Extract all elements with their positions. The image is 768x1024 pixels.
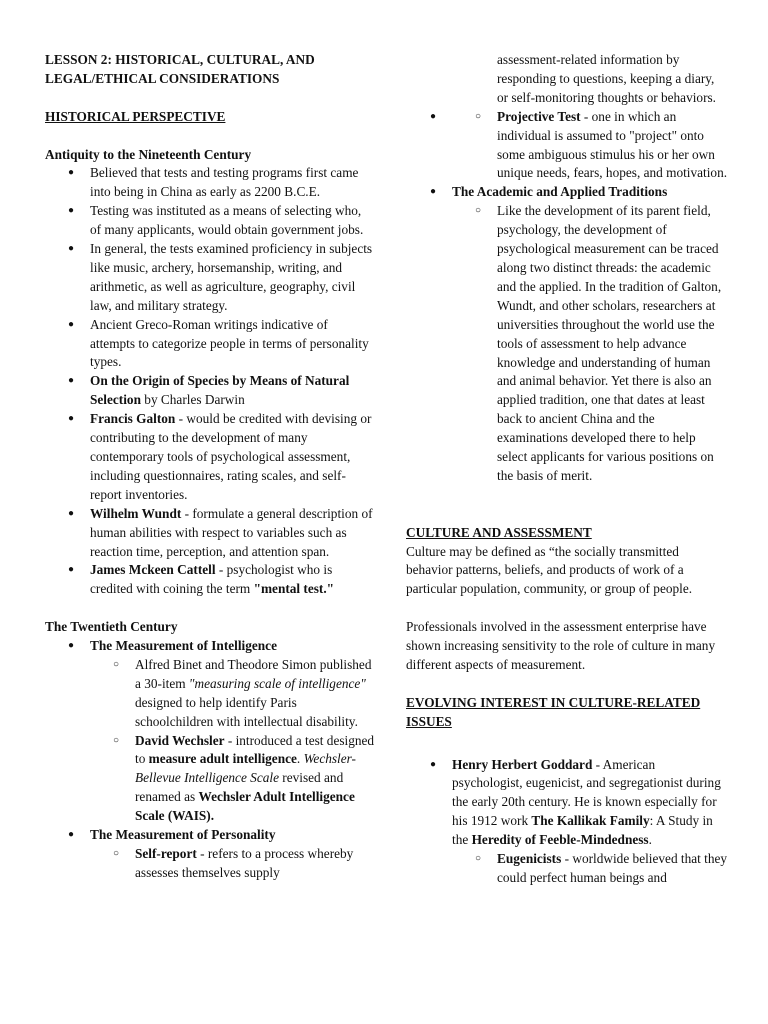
list-item: [45, 372, 375, 410]
personality-sublist-cont: [452, 108, 728, 184]
goddard-sublist: [452, 850, 728, 888]
item-text: - psychologist who is credited with coining the term: [90, 562, 333, 597]
item-bold: Wechsler Adult Intelligence Scale (WAIS).: [135, 789, 355, 824]
item-bold: Francis Galton: [90, 411, 176, 427]
list-item: [45, 561, 375, 599]
personality-heading: The Measurement of Personality: [90, 827, 276, 843]
item-bold: Projective Test: [497, 108, 581, 124]
list-item: [45, 505, 375, 562]
item-text: .: [296, 751, 304, 767]
list-item: [45, 316, 375, 373]
twentieth-list: [45, 637, 375, 883]
sublist-item: [90, 845, 375, 883]
culture-paragraph-2: Professionals involved in the assessment enterprise have shown increasing sensitivity to the role of culture in many different aspects of measurement.: [406, 619, 716, 672]
self-report-continued: assessment-related information by responding to questions, keeping a diary, or self-monitoring thoughts or behaviors.: [497, 52, 716, 105]
item-text: - worldwide believed that they could perfect human beings and: [497, 851, 728, 885]
item-text: - refers to a process whereby assesses themselves supply: [135, 846, 354, 880]
spacer: [45, 89, 375, 108]
right-column: [406, 51, 728, 888]
academic-sublist: [452, 202, 728, 486]
item-italic: "measuring scale of intelligence": [188, 675, 366, 691]
item-text: .: [648, 832, 652, 848]
list-item-wrapper: [406, 108, 728, 184]
item-text: - introduced a test designed to: [135, 732, 375, 767]
item-bold: On the Origin of Species by Means of Natural Selection: [90, 373, 350, 408]
sublist-item: [452, 202, 728, 486]
item-text: Alfred Binet and Theodore Simon published a 30-item: [135, 656, 372, 691]
item-text: : A Study in the: [452, 813, 713, 848]
item-text: - one in which an individual is assumed to "project" onto some ambiguous stimulus his or her own unique needs, fears, hopes, and motivation.: [497, 108, 728, 181]
evolving-list: [406, 756, 728, 888]
twentieth-century-heading: The Twentieth Century: [45, 619, 178, 635]
item-bold: James Mckeen Cattell: [90, 562, 216, 578]
item-text: designed to help identify Paris schoolchildren with intellectual disability.: [135, 694, 358, 729]
list-item: [45, 240, 375, 316]
list-item: [45, 826, 375, 883]
list-item: [45, 164, 375, 202]
culture-paragraph-1: Culture may be defined as “the socially transmitted behavior patterns, beliefs, and products of work of a particular population, community, or group of people.: [406, 543, 693, 597]
right-list: [406, 108, 728, 486]
item-text: Testing was instituted as a means of selecting who, of many applicants, would obtain government jobs.: [90, 203, 364, 238]
antiquity-list: [45, 164, 375, 599]
historical-perspective-heading: HISTORICAL PERSPECTIVE: [45, 108, 226, 124]
item-text: In general, the tests examined proficiency in subjects like music, archery, horsemanship, writing, and arithmetic, as well as agriculture, geography, civil law, and military strategy.: [90, 241, 373, 313]
sublist-item: [90, 732, 375, 827]
spacer: [406, 599, 728, 618]
item-bold: Heredity of Feeble-Mindedness: [471, 832, 649, 848]
sublist-item: [452, 850, 728, 888]
lesson-title: LESSON 2: HISTORICAL, CULTURAL, AND LEGAL/ETHICAL CONSIDERATIONS: [45, 52, 315, 86]
spacer: [45, 127, 375, 146]
list-item: [45, 410, 375, 505]
left-column: [45, 51, 375, 883]
item-text: - would be credited with devising or contributing to the development of many contemporary tools of psychological assessment, including questionnaires, rating scales, and self-report inventories.: [90, 411, 372, 502]
personality-sublist: [90, 845, 375, 883]
item-text: - formulate a general description of human abilities with respect to variables such as reaction time, perception, and attention span.: [90, 505, 373, 559]
sublist-item: [452, 108, 728, 184]
item-text: by Charles Darwin: [140, 392, 245, 408]
item-bold: David Wechsler: [135, 732, 225, 748]
item-bold: Self-report: [135, 846, 197, 862]
intelligence-heading: The Measurement of Intelligence: [90, 638, 277, 654]
intelligence-sublist: [90, 656, 375, 826]
culture-heading: CULTURE AND ASSESSMENT: [406, 524, 592, 540]
item-bold: The Kallikak Family: [531, 813, 650, 829]
item-bold: Henry Herbert Goddard: [452, 756, 593, 772]
list-item: [45, 202, 375, 240]
spacer: [406, 505, 728, 524]
spacer: [406, 486, 728, 505]
spacer: [406, 732, 728, 756]
evolving-heading: EVOLVING INTEREST IN CULTURE-RELATED ISSUES: [406, 694, 701, 729]
spacer: [45, 599, 375, 618]
item-bold: "mental test.": [253, 581, 335, 597]
item-text: Ancient Greco-Roman writings indicative of attempts to categorize people in terms of personality types.: [90, 316, 369, 370]
list-item: [406, 183, 728, 486]
item-bold: measure adult intelligence: [148, 751, 297, 767]
item-text: Believed that tests and testing programs first came into being in China as early as 2200 B.C.E.: [90, 165, 359, 200]
item-text: - American psychologist, eugenicist, and segregationist during the early 20th century. He is known especially for his 1912 work: [452, 756, 721, 829]
item-italic: Wechsler-Bellevue Intelligence Scale: [135, 751, 356, 786]
item-bold: Eugenicists: [497, 851, 562, 867]
item-bold: Wilhelm Wundt: [90, 505, 182, 521]
list-item: [406, 756, 728, 888]
spacer: [406, 675, 728, 694]
sublist-item: [90, 656, 375, 732]
item-text: revised and renamed as: [135, 770, 344, 805]
item-text: Like the development of its parent field, psychology, the development of psychological measurement can be traced along two distinct threads: the academic and the applied. In the tradition of Galton, Wundt, and other scholars, researchers at universities throughout the world use the tools of assessment to help advance knowledge and understanding of human and animal behavior. Yet there is also an applied tradition, one that dates at least back to ancient China and the examinations developed there to help select applicants for various positions on the basis of merit.: [497, 203, 722, 483]
academic-heading: The Academic and Applied Traditions: [452, 184, 668, 200]
antiquity-heading: Antiquity to the Nineteenth Century: [45, 146, 252, 162]
list-item: [45, 637, 375, 826]
